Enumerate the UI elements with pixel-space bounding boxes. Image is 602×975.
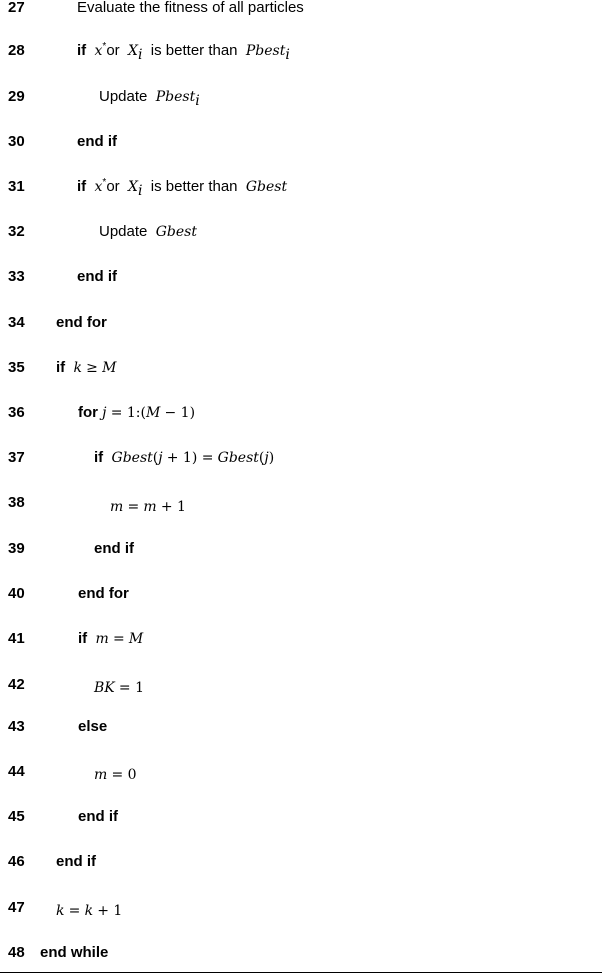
line-text: if Gbest(j + 1) = Gbest(j) [94, 449, 275, 466]
code-line [0, 899, 602, 929]
line-text: if x*or $X_i$ is better than Gbest [77, 177, 288, 199]
line-text: else [78, 718, 108, 735]
line-number: 42 [8, 676, 25, 693]
code-line [0, 359, 602, 389]
line-text: m = 0 [94, 767, 137, 783]
line-number: 48 [8, 944, 25, 961]
line-number: 37 [8, 449, 25, 466]
line-number: 27 [8, 0, 25, 16]
line-text: end if [77, 133, 117, 150]
line-text: Evaluate the fitness of all particles [77, 0, 304, 16]
line-number: 30 [8, 133, 25, 150]
code-line [0, 0, 602, 30]
table-bottom-rule [0, 972, 602, 973]
line-number: 46 [8, 853, 25, 870]
line-number: 34 [8, 314, 25, 331]
code-line [0, 42, 602, 72]
code-line [0, 630, 602, 660]
line-text: Update Gbest [99, 223, 197, 240]
line-text: if x*or $X_i$ is better than Pbest$_i$ [77, 41, 290, 63]
line-number: 28 [8, 42, 25, 59]
line-number: 45 [8, 808, 25, 825]
code-line [0, 494, 602, 524]
code-line [0, 585, 602, 615]
line-text: k = k + 1 [56, 903, 123, 919]
line-number: 33 [8, 268, 25, 285]
code-line [0, 314, 602, 344]
line-number: 39 [8, 540, 25, 557]
line-text: end while [40, 944, 109, 961]
line-text: end for [56, 314, 107, 331]
code-line [0, 404, 602, 434]
code-line [0, 449, 602, 479]
line-text: end if [78, 808, 118, 825]
line-number: 29 [8, 88, 25, 105]
line-number: 43 [8, 718, 25, 735]
code-line [0, 718, 602, 748]
code-line [0, 763, 602, 793]
line-text: Update Pbest$_i$ [99, 88, 200, 109]
line-number: 40 [8, 585, 25, 602]
line-number: 32 [8, 223, 25, 240]
line-text: end if [77, 268, 117, 285]
code-line [0, 133, 602, 163]
line-text: BK = 1 [94, 680, 145, 696]
code-line [0, 853, 602, 883]
line-text: end if [56, 853, 96, 870]
code-line [0, 676, 602, 706]
code-line [0, 808, 602, 838]
line-number: 36 [8, 404, 25, 421]
line-text: end for [78, 585, 129, 602]
line-text: m = m + 1 [110, 499, 186, 515]
line-number: 44 [8, 763, 25, 780]
code-line [0, 268, 602, 298]
line-text: end if [94, 540, 134, 557]
line-number: 38 [8, 494, 25, 511]
code-line [0, 944, 602, 974]
line-number: 31 [8, 178, 25, 195]
line-number: 47 [8, 899, 25, 916]
line-text: if k ≥ M [56, 359, 117, 376]
line-text: if m = M [78, 630, 144, 647]
code-line [0, 178, 602, 208]
code-line [0, 540, 602, 570]
code-line [0, 88, 602, 118]
line-number: 35 [8, 359, 25, 376]
code-line [0, 223, 602, 253]
line-number: 41 [8, 630, 25, 647]
line-text: for j = 1:(M − 1) [78, 404, 196, 421]
